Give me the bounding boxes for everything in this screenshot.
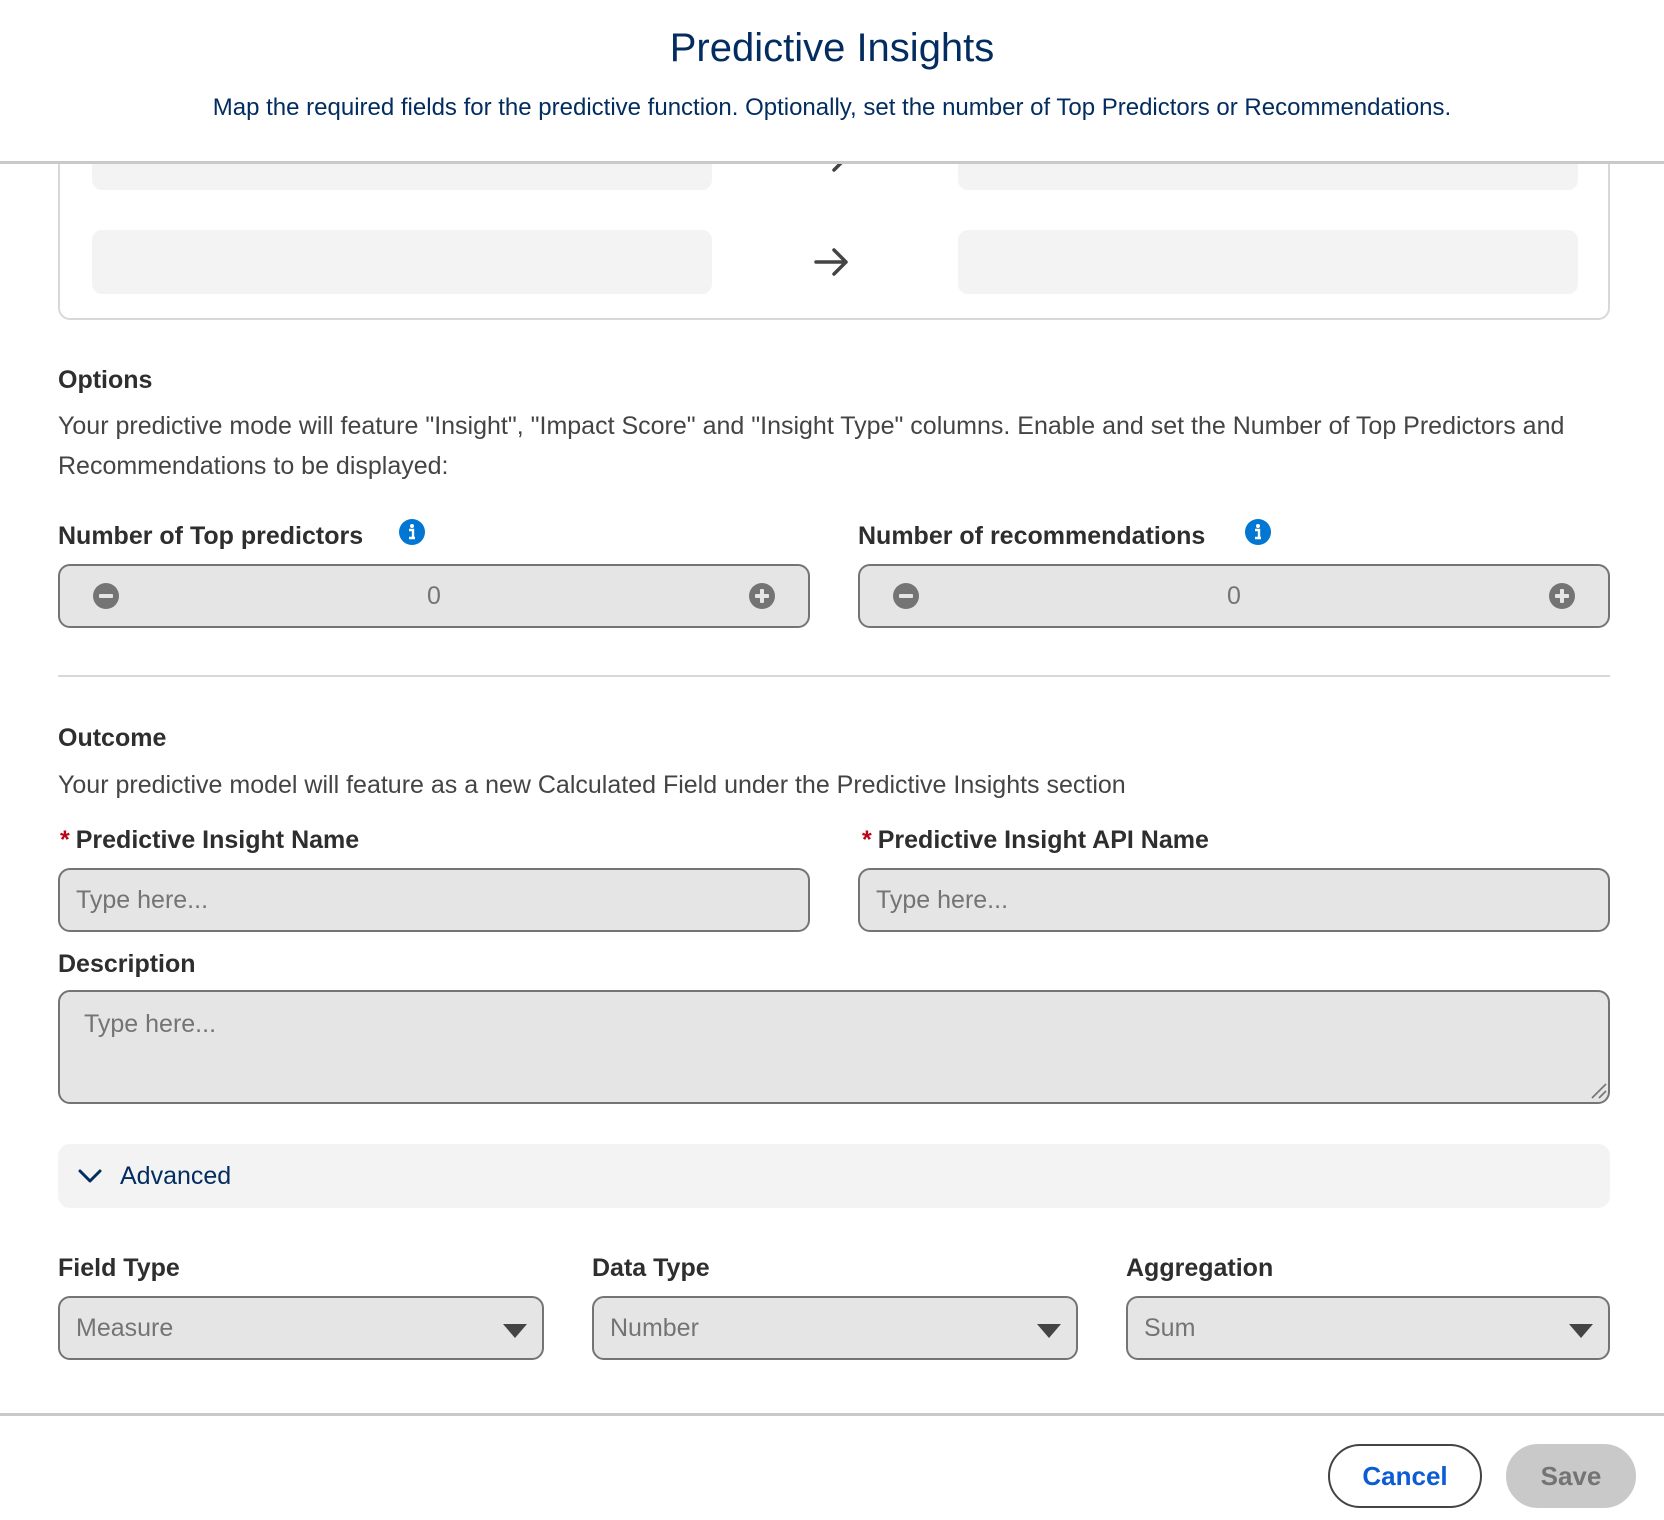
caret-down-icon: [502, 1322, 528, 1340]
top-predictors-label: Number of Top predictors: [58, 522, 364, 550]
modal-subtitle: Map the required fields for the predictive function. Optionally, set the number of Top Predictors or Recommendations.: [212, 94, 1452, 121]
data-type-value: Number: [610, 1314, 699, 1342]
outcome-title: Outcome: [58, 724, 167, 752]
caret-down-icon: [1036, 1322, 1062, 1340]
field-mapping-box: [58, 140, 1610, 320]
field-type-value: Measure: [76, 1314, 174, 1342]
aggregation-label: Aggregation: [1126, 1254, 1274, 1282]
top-predictors-stepper[interactable]: [58, 564, 810, 628]
plus-circle-icon[interactable]: [1548, 582, 1576, 610]
options-title: Options: [58, 366, 153, 394]
target-field-placeholder: [958, 230, 1578, 294]
data-type-label: Data Type: [592, 1254, 710, 1282]
section-divider: [58, 675, 1610, 677]
info-icon[interactable]: [398, 518, 426, 546]
arrow-right-icon: [812, 244, 852, 280]
field-type-select[interactable]: [58, 1296, 544, 1360]
required-marker: *: [60, 826, 70, 854]
modal-header: [0, 0, 1664, 164]
source-field-placeholder: [92, 230, 712, 294]
top-predictors-value[interactable]: 0: [427, 582, 441, 610]
description-label: Description: [58, 950, 196, 978]
recommendations-label: Number of recommendations: [858, 522, 1206, 550]
field-type-label: Field Type: [58, 1254, 180, 1282]
required-marker: *: [862, 826, 872, 854]
outcome-description: Your predictive model will feature as a new Calculated Field under the Predictive Insights section: [58, 771, 1126, 799]
modal-title: Predictive Insights: [669, 26, 995, 70]
insight-name-label-text: Predictive Insight Name: [75, 826, 360, 854]
insight-api-name-label: [862, 826, 1209, 855]
options-description: Your predictive mode will feature "Insight", "Impact Score" and "Insight Type" columns. Enable and set the Number of Top Predictors and Recommendations to be displayed:: [58, 412, 1565, 480]
recommendations-value[interactable]: 0: [1227, 582, 1241, 610]
aggregation-select[interactable]: [1126, 1296, 1610, 1360]
insight-name-label: [60, 826, 359, 855]
resize-handle-icon[interactable]: [1590, 1082, 1608, 1100]
insight-api-name-input[interactable]: [858, 868, 1610, 932]
caret-down-icon: [1568, 1322, 1594, 1340]
info-icon[interactable]: [1244, 518, 1272, 546]
insight-api-name-label-text: Predictive Insight API Name: [877, 826, 1209, 854]
advanced-toggle[interactable]: [58, 1144, 1610, 1208]
advanced-label: Advanced: [120, 1162, 232, 1190]
chevron-down-icon: [78, 1166, 102, 1186]
modal-footer: [0, 1413, 1664, 1520]
insight-name-input[interactable]: [58, 868, 810, 932]
description-textarea[interactable]: [58, 990, 1610, 1104]
plus-circle-icon[interactable]: [748, 582, 776, 610]
aggregation-value: Sum: [1144, 1314, 1196, 1342]
recommendations-stepper[interactable]: [858, 564, 1610, 628]
cancel-button[interactable]: Cancel: [1328, 1444, 1482, 1508]
data-type-select[interactable]: [592, 1296, 1078, 1360]
mapping-row: [92, 230, 1580, 294]
save-button[interactable]: Save: [1506, 1444, 1636, 1508]
